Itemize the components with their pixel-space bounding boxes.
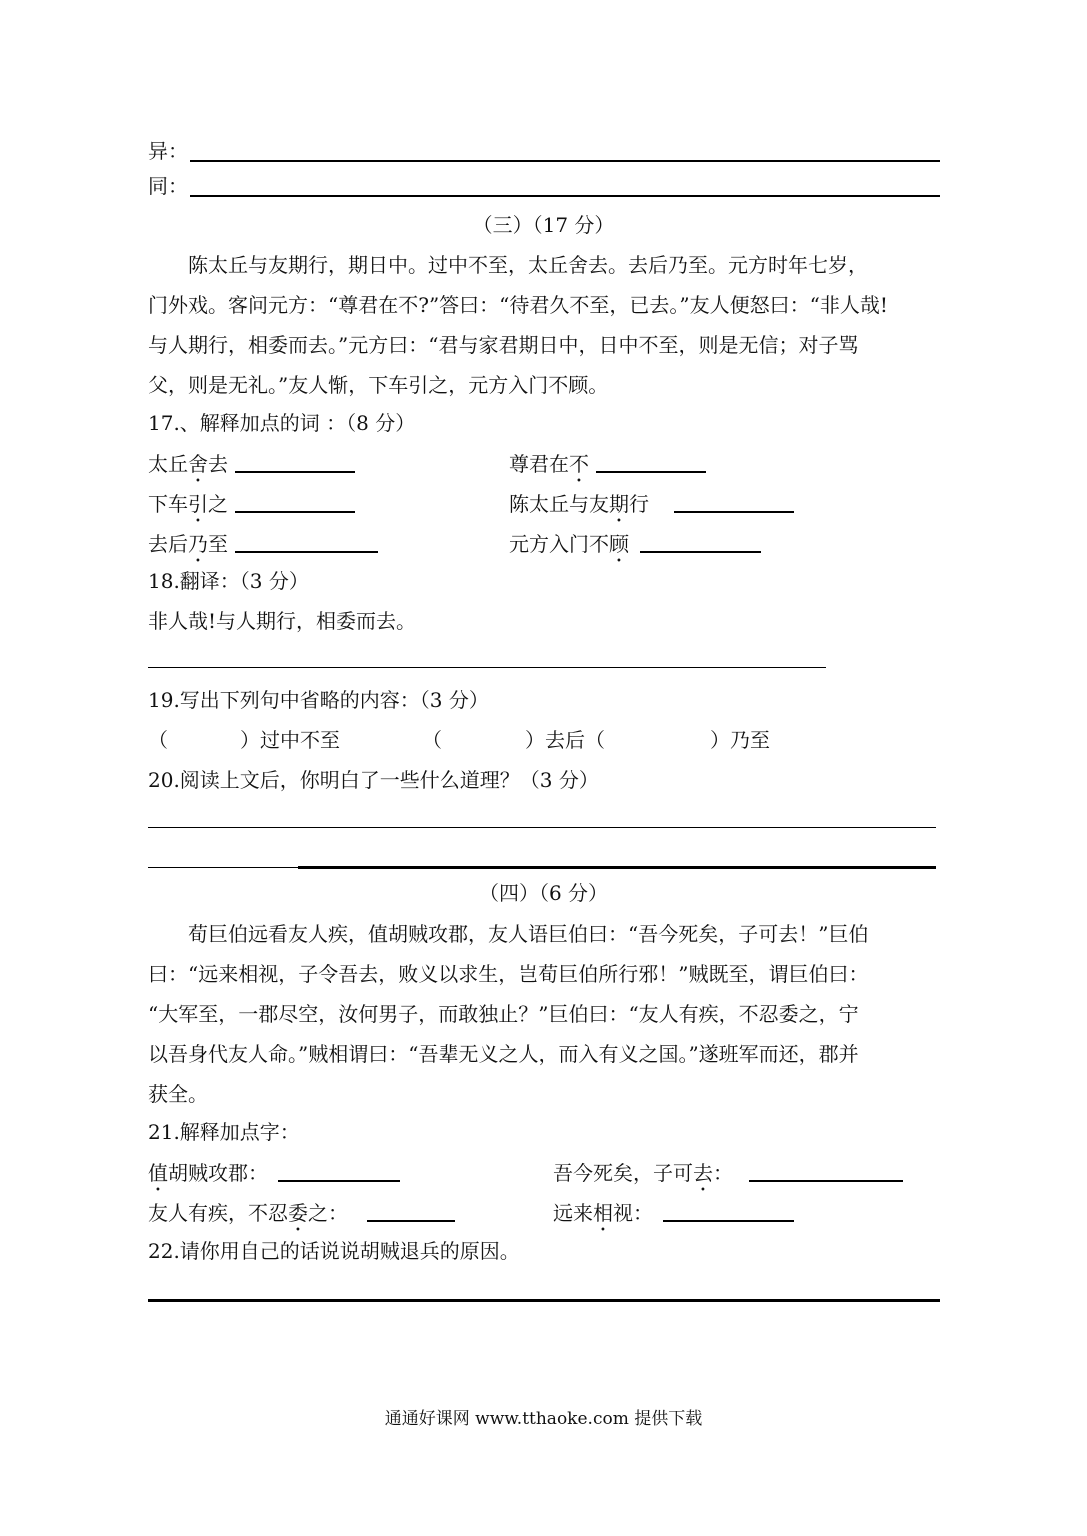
- q17-item: 太丘舍去: [148, 452, 228, 476]
- q22-answer-line[interactable]: [148, 1299, 940, 1302]
- q18-answer-line[interactable]: [148, 667, 826, 668]
- passage-line: 以吾身代友人命。”贼相谓曰：“吾辈无义之人，而入有义之国。”遂班军而还，郡并: [148, 1042, 859, 1066]
- q18-title: 18.翻译：（3 分）: [148, 569, 309, 593]
- q17-item: 陈太丘与友期行: [509, 492, 649, 516]
- q19-title: 19.写出下列句中省略的内容：（3 分）: [148, 688, 489, 712]
- section3-passage: [148, 245, 940, 405]
- q17-answer-line[interactable]: [235, 551, 378, 553]
- footer-credit: 通通好课网 www.tthaoke.com 提供下载: [384, 1409, 703, 1429]
- q21-item: 友人有疾，不忍委之：: [148, 1201, 348, 1225]
- q17-answer-line[interactable]: [235, 471, 355, 473]
- passage-line: “大军至，一郡尽空，汝何男子，而敢独止？”巨伯曰：“友人有疾，不忍委之，宁: [148, 1002, 859, 1026]
- q21-answer-line[interactable]: [749, 1180, 903, 1182]
- passage-line: 陈太丘与友期行，期日中。过中不至，太丘舍去。去后乃至。元方时年七岁，: [188, 253, 868, 277]
- q20-answer-line[interactable]: [298, 866, 936, 869]
- q19-blank-1-open: （: [148, 728, 168, 752]
- q21-answer-line[interactable]: [663, 1220, 794, 1222]
- q20-answer-line[interactable]: [148, 867, 298, 868]
- dotted-char: 引: [188, 492, 208, 516]
- q17-answer-line[interactable]: [674, 511, 794, 513]
- q21-item: 吾今死矣，子可去：: [553, 1161, 733, 1185]
- q17-item: 元方入门不顾: [509, 532, 629, 556]
- yi-answer-line[interactable]: [190, 160, 940, 162]
- dotted-char: 顾: [609, 532, 629, 556]
- q17-title: 17.、解释加点的词 ：（8 分）: [148, 411, 416, 435]
- passage-line: 门外戏。客问元方：“尊君在不?”答曰：“待君久不至，已去。”友人便怒曰：“非人哉!: [148, 293, 888, 317]
- q21-item: 远来相视：: [553, 1201, 653, 1225]
- dotted-char: 不: [569, 452, 589, 476]
- dotted-char: 相: [593, 1201, 613, 1225]
- q21-answer-line[interactable]: [367, 1220, 455, 1222]
- dotted-char: 期: [609, 492, 629, 516]
- passage-line: 获全。: [148, 1082, 208, 1106]
- tong-answer-line[interactable]: [190, 195, 940, 197]
- q21-item: 值胡贼攻郡：: [148, 1161, 268, 1185]
- q21-answer-line[interactable]: [278, 1180, 400, 1182]
- q17-item: 去后乃至: [148, 532, 228, 556]
- q19-part-1: ）过中不至: [240, 728, 340, 752]
- q17-item: 下车引之: [148, 492, 228, 516]
- yi-label: 异：: [148, 139, 188, 163]
- tong-label: 同：: [148, 174, 188, 198]
- passage-line: 与人期行，相委而去。”元方曰：“君与家君期日中，日中不至，则是无信；对子骂: [148, 333, 859, 357]
- dotted-char: 委: [288, 1201, 308, 1225]
- q17-item: 尊君在不: [509, 452, 589, 476]
- section4-heading: （四）（6 分）: [478, 881, 609, 905]
- passage-line: 荀巨伯远看友人疾，值胡贼攻郡，友人语巨伯曰：“吾今死矣，子可去！”巨伯: [188, 922, 869, 946]
- q19-part-2: ）去后（: [525, 728, 605, 752]
- passage-line: 父，则是无礼。”友人惭，下车引之，元方入门不顾。: [148, 373, 609, 397]
- q20-answer-line[interactable]: [148, 827, 936, 828]
- q17-answer-line[interactable]: [235, 511, 355, 513]
- dotted-char: 值: [148, 1161, 168, 1185]
- q22-title: 22.请你用自己的话说说胡贼退兵的原因。: [148, 1239, 520, 1263]
- q19-blank-2-open: （: [422, 728, 442, 752]
- q21-title: 21.解释加点字：: [148, 1120, 300, 1144]
- q17-answer-line[interactable]: [640, 551, 761, 553]
- dotted-char: 舍: [188, 452, 208, 476]
- q17-answer-line[interactable]: [596, 471, 706, 473]
- section3-heading: （三）（17 分）: [472, 213, 615, 237]
- dotted-char: 去: [693, 1161, 713, 1185]
- q18-sentence: 非人哉!与人期行，相委而去。: [148, 609, 417, 633]
- section4-passage: [148, 914, 940, 1114]
- dotted-char: 乃: [188, 532, 208, 556]
- passage-line: 曰：“远来相视，子令吾去，败义以求生，岂荀巨伯所行邪！”贼既至，谓巨伯曰：: [148, 962, 869, 986]
- q19-part-3: ）乃至: [710, 728, 770, 752]
- q20-title: 20.阅读上文后，你明白了一些什么道理？（3 分）: [148, 768, 599, 792]
